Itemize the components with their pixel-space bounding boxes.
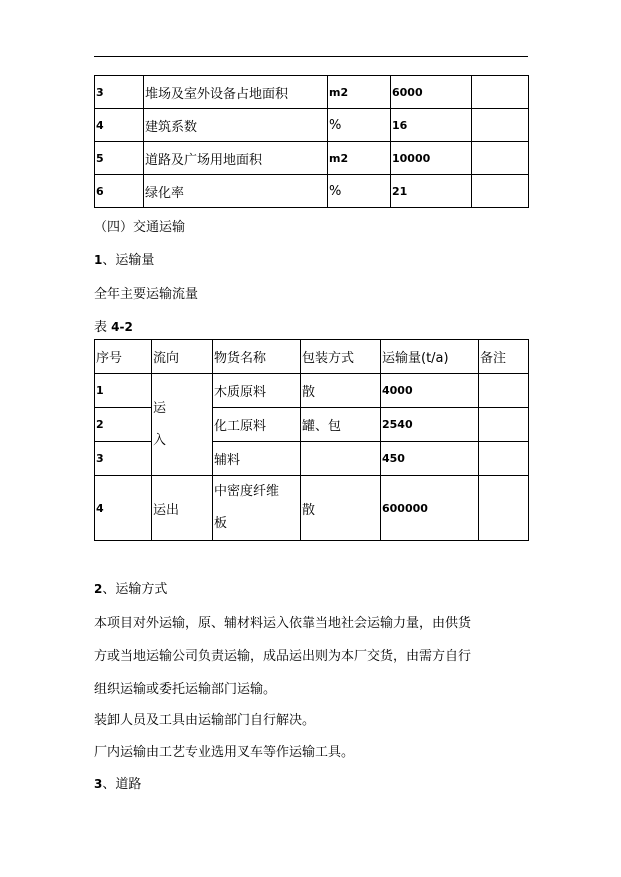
subheading-separator: 、 [102, 777, 116, 792]
table-label [94, 316, 133, 335]
row-number: 1 [95, 374, 152, 408]
value: 16 [391, 109, 472, 142]
subheading-transport-volume [94, 249, 154, 268]
subheading-transport-mode [94, 578, 167, 597]
value: 6000 [391, 76, 472, 109]
goods-name: 木质原料 [213, 374, 301, 408]
subheading-separator: 、 [102, 582, 116, 597]
paragraph-line: 组织运输或委托运输部门运输。 [94, 682, 277, 697]
note [472, 109, 529, 142]
subheading-number: 1 [94, 253, 103, 267]
direction-inflow [152, 374, 213, 476]
paragraph-line: 本项目对外运输，原、辅材料运入依靠当地社会运输力量，由供货 [94, 616, 472, 631]
subheading-number: 3 [94, 777, 103, 791]
item-name: 道路及广场用地面积 [144, 142, 328, 175]
section-heading-transport: （四）交通运输 [94, 220, 186, 235]
table-row [95, 374, 529, 408]
paragraph-line: 厂内运输由工艺专业选用叉车等作运输工具。 [94, 745, 355, 760]
flow-caption: 全年主要运输流量 [94, 287, 199, 302]
volume: 600000 [381, 476, 479, 541]
goods-name [213, 476, 301, 541]
table-row [95, 476, 529, 541]
direction-outflow: 运出 [152, 476, 213, 541]
note [472, 175, 529, 208]
remark [479, 374, 529, 408]
header-goods: 物货名称 [213, 340, 301, 374]
table-row [95, 76, 529, 109]
row-number: 5 [95, 142, 144, 175]
note [472, 76, 529, 109]
packing: 散 [301, 374, 381, 408]
goods-name: 辅料 [213, 442, 301, 476]
direction-inflow-char-2: 入 [153, 432, 167, 448]
remark [479, 476, 529, 541]
header-volume: 运输量(t/a) [381, 340, 479, 374]
packing: 罐、包 [301, 408, 381, 442]
transport-flow-table [94, 339, 529, 541]
row-number: 4 [95, 476, 152, 541]
row-number: 3 [95, 76, 144, 109]
volume: 450 [381, 442, 479, 476]
header-packing: 包装方式 [301, 340, 381, 374]
header-no: 序号 [95, 340, 152, 374]
row-number: 3 [95, 442, 152, 476]
goods-name-line-1: 中密度纤维 [214, 484, 280, 499]
unit: m2 [328, 142, 391, 175]
table-label-prefix: 表 [94, 320, 112, 335]
item-name: 绿化率 [144, 175, 328, 208]
note [472, 142, 529, 175]
direction-inflow-char-1: 运 [153, 400, 167, 416]
row-number: 4 [95, 109, 144, 142]
subheading-number: 2 [94, 582, 103, 596]
table-row [95, 109, 529, 142]
header-remark: 备注 [479, 340, 529, 374]
unit: % [328, 175, 391, 208]
item-name: 堆场及室外设备占地面积 [144, 76, 328, 109]
table-header-row [95, 340, 529, 374]
header-direction: 流向 [152, 340, 213, 374]
table-label-number: 4-2 [111, 320, 133, 334]
site-metrics-table [94, 75, 529, 208]
volume: 2540 [381, 408, 479, 442]
volume: 4000 [381, 374, 479, 408]
packing [301, 442, 381, 476]
page-header-rule [94, 56, 528, 57]
paragraph-line: 方或当地运输公司负责运输，成品运出则为本厂交货，由需方自行 [94, 649, 472, 664]
remark [479, 408, 529, 442]
remark [479, 442, 529, 476]
subheading-title: 运输方式 [115, 582, 168, 597]
goods-name: 化工原料 [213, 408, 301, 442]
subheading-separator: 、 [102, 253, 116, 268]
table-row [95, 175, 529, 208]
value: 21 [391, 175, 472, 208]
subheading-title: 运输量 [115, 253, 155, 268]
unit: m2 [328, 76, 391, 109]
row-number: 2 [95, 408, 152, 442]
subheading-roads [94, 773, 141, 792]
row-number: 6 [95, 175, 144, 208]
packing: 散 [301, 476, 381, 541]
unit: % [328, 109, 391, 142]
subheading-title: 道路 [115, 777, 142, 792]
value: 10000 [391, 142, 472, 175]
goods-name-line-2: 板 [214, 516, 228, 531]
table-row [95, 142, 529, 175]
item-name: 建筑系数 [144, 109, 328, 142]
paragraph-line: 装卸人员及工具由运输部门自行解决。 [94, 713, 316, 728]
